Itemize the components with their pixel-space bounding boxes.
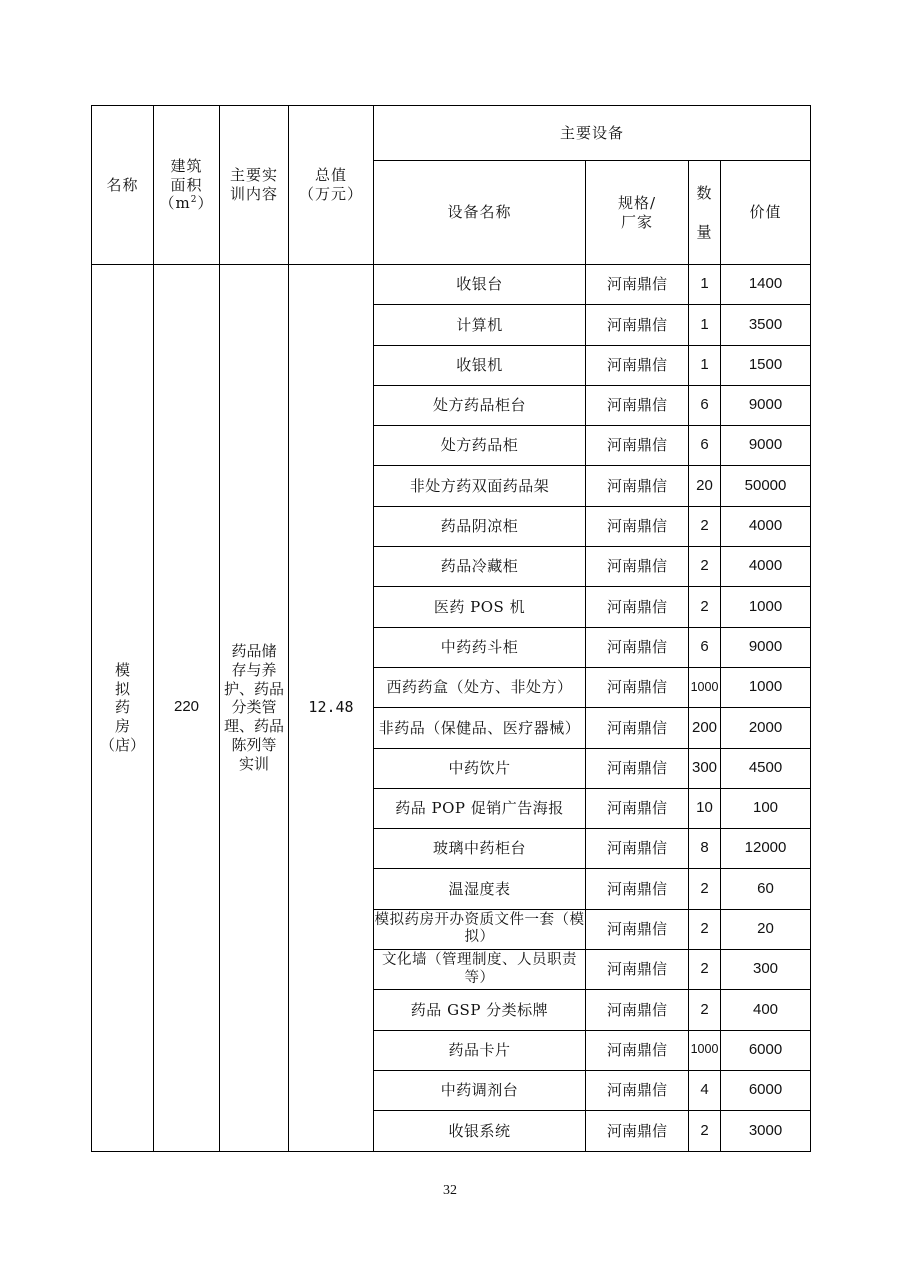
equipment-price: 60 [721,869,811,909]
equipment-vendor: 河南鼎信 [586,426,689,466]
header-content-line2: 训内容 [229,185,278,203]
equipment-name: 处方药品柜台 [374,385,586,425]
equipment-price: 100 [721,788,811,828]
equipment-quantity: 20 [689,466,721,506]
header-price: 价值 [721,161,811,265]
equipment-price: 4000 [721,547,811,587]
equipment-price: 3500 [721,305,811,345]
room-name [92,265,154,1152]
equipment-quantity: 8 [689,829,721,869]
header-equip-name: 设备名称 [374,161,586,265]
equipment-name: 药品 GSP 分类标牌 [374,990,586,1030]
equipment-vendor: 河南鼎信 [586,627,689,667]
equipment-quantity: 1 [689,305,721,345]
equipment-price: 2000 [721,708,811,748]
equipment-quantity: 2 [689,950,721,990]
equipment-quantity: 1000 [689,1030,721,1070]
equipment-vendor: 河南鼎信 [586,1030,689,1070]
equipment-quantity: 10 [689,788,721,828]
equipment-name: 药品 POP 促销广告海报 [374,788,586,828]
room-name-char: 模 [114,660,130,679]
header-spec-line2: 厂家 [620,212,653,231]
equipment-price: 12000 [721,829,811,869]
header-area-unit: $(m^2)$ [159,194,214,213]
equipment-name: 计算机 [374,305,586,345]
equipment-vendor: 河南鼎信 [586,1111,689,1151]
equipment-vendor: 河南鼎信 [586,829,689,869]
equipment-name: 玻璃中药柜台 [374,829,586,869]
equipment-name: 非处方药双面药品架 [374,466,586,506]
equipment-name: 收银系统 [374,1111,586,1151]
equipment-price: 400 [721,990,811,1030]
room-area: 220 [154,265,220,1152]
equipment-price: 50000 [721,466,811,506]
equipment-price: 9000 [721,385,811,425]
equipment-quantity: 200 [689,708,721,748]
equipment-vendor: 河南鼎信 [586,506,689,546]
equipment-vendor: 河南鼎信 [586,345,689,385]
header-row-1 [92,106,811,161]
equipment-quantity: 6 [689,426,721,466]
equipment-quantity: 2 [689,547,721,587]
header-area [154,106,220,265]
training-content-line: 实训 [238,754,269,773]
header-total [289,106,374,265]
equipment-price: 300 [721,950,811,990]
equipment-vendor: 河南鼎信 [586,265,689,305]
equipment-quantity: 6 [689,627,721,667]
header-spec [586,161,689,265]
equipment-price: 1000 [721,667,811,707]
equipment-name: 文化墙（管理制度、人员职责等） [374,950,586,990]
equipment-quantity: 2 [689,1111,721,1151]
equipment-quantity: 2 [689,506,721,546]
equipment-price: 1000 [721,587,811,627]
equipment-price: 20 [721,909,811,949]
equipment-quantity: 2 [689,990,721,1030]
equipment-vendor: 河南鼎信 [586,748,689,788]
equipment-vendor: 河南鼎信 [586,305,689,345]
equipment-vendor: 河南鼎信 [586,667,689,707]
room-name-char: 房 [114,717,130,736]
equipment-vendor: 河南鼎信 [586,1070,689,1110]
table-row [92,265,811,305]
area-unit-text: m [175,194,191,213]
equipment-quantity: 1 [689,265,721,305]
header-spec-line1: 规格/ [617,193,657,212]
equipment-name: 西药药盒（处方、非处方） [374,667,586,707]
page-number: 32 [443,1183,457,1198]
equipment-name: 中药药斗柜 [374,627,586,667]
room-name-char: （店） [99,735,145,754]
equipment-vendor: 河南鼎信 [586,909,689,949]
equipment-price: 6000 [721,1070,811,1110]
header-area-line2: 面积 [170,175,203,194]
equipment-vendor: 河南鼎信 [586,869,689,909]
equipment-price: 4000 [721,506,811,546]
training-content-line: 分类管 [231,698,277,717]
equipment-quantity: 4 [689,1070,721,1110]
equipment-vendor: 河南鼎信 [586,466,689,506]
training-content-line: 理、药品 [223,717,284,736]
training-content-line: 药品储 [231,642,277,661]
equipment-price: 1500 [721,345,811,385]
equipment-name: 药品冷藏柜 [374,547,586,587]
equipment-name: 药品阴凉柜 [374,506,586,546]
header-content [220,106,289,265]
room-total-value: 12.48 [289,265,374,1152]
equipment-vendor: 河南鼎信 [586,950,689,990]
equipment-name: 收银台 [374,265,586,305]
equipment-quantity: 2 [689,909,721,949]
header-qty-line2: 量 [696,222,713,241]
equipment-price: 9000 [721,627,811,667]
equipment-vendor: 河南鼎信 [586,990,689,1030]
area-unit-sup: 2 [190,195,198,206]
equipment-price: 6000 [721,1030,811,1070]
equipment-vendor: 河南鼎信 [586,547,689,587]
header-area-line1: 建筑 [170,156,203,175]
training-content-line: 陈列等 [231,735,277,754]
equipment-vendor: 河南鼎信 [586,385,689,425]
training-content-line: 护、药品 [223,679,284,698]
room-name-char: 拟 [114,679,130,698]
equipment-vendor: 河南鼎信 [586,788,689,828]
equipment-quantity: 6 [689,385,721,425]
equipment-quantity: 300 [689,748,721,788]
header-total-line2: （万元） [298,185,363,203]
equipment-vendor: 河南鼎信 [586,587,689,627]
equipment-price: 4500 [721,748,811,788]
training-content-line: 存与养 [231,660,277,679]
equipment-quantity: 1000 [689,667,721,707]
equipment-name: 处方药品柜 [374,426,586,466]
header-total-line1: 总值 [314,166,347,185]
equipment-price: 9000 [721,426,811,466]
equipment-name: 模拟药房开办资质文件一套（模拟） [374,909,586,949]
room-name-char: 药 [114,698,130,717]
equipment-name: 中药调剂台 [374,1070,586,1110]
header-name: 名称 [92,106,154,265]
equipment-quantity: 2 [689,869,721,909]
header-content-line1: 主要实 [229,166,278,185]
equipment-vendor: 河南鼎信 [586,708,689,748]
equipment-quantity: 2 [689,587,721,627]
equipment-price: 3000 [721,1111,811,1151]
equipment-quantity: 1 [689,345,721,385]
header-qty [689,161,721,265]
equipment-name: 非药品（保健品、医疗器械） [374,708,586,748]
equipment-name: 中药饮片 [374,748,586,788]
header-main-equipment: 主要设备 [374,106,811,161]
equipment-name: 温湿度表 [374,869,586,909]
equipment-table [91,105,811,1152]
equipment-name: 收银机 [374,345,586,385]
header-qty-line1: 数 [696,183,713,202]
equipment-price: 1400 [721,265,811,305]
room-training-content [220,265,289,1152]
equipment-name: 医药 POS 机 [374,587,586,627]
equipment-name: 药品卡片 [374,1030,586,1070]
